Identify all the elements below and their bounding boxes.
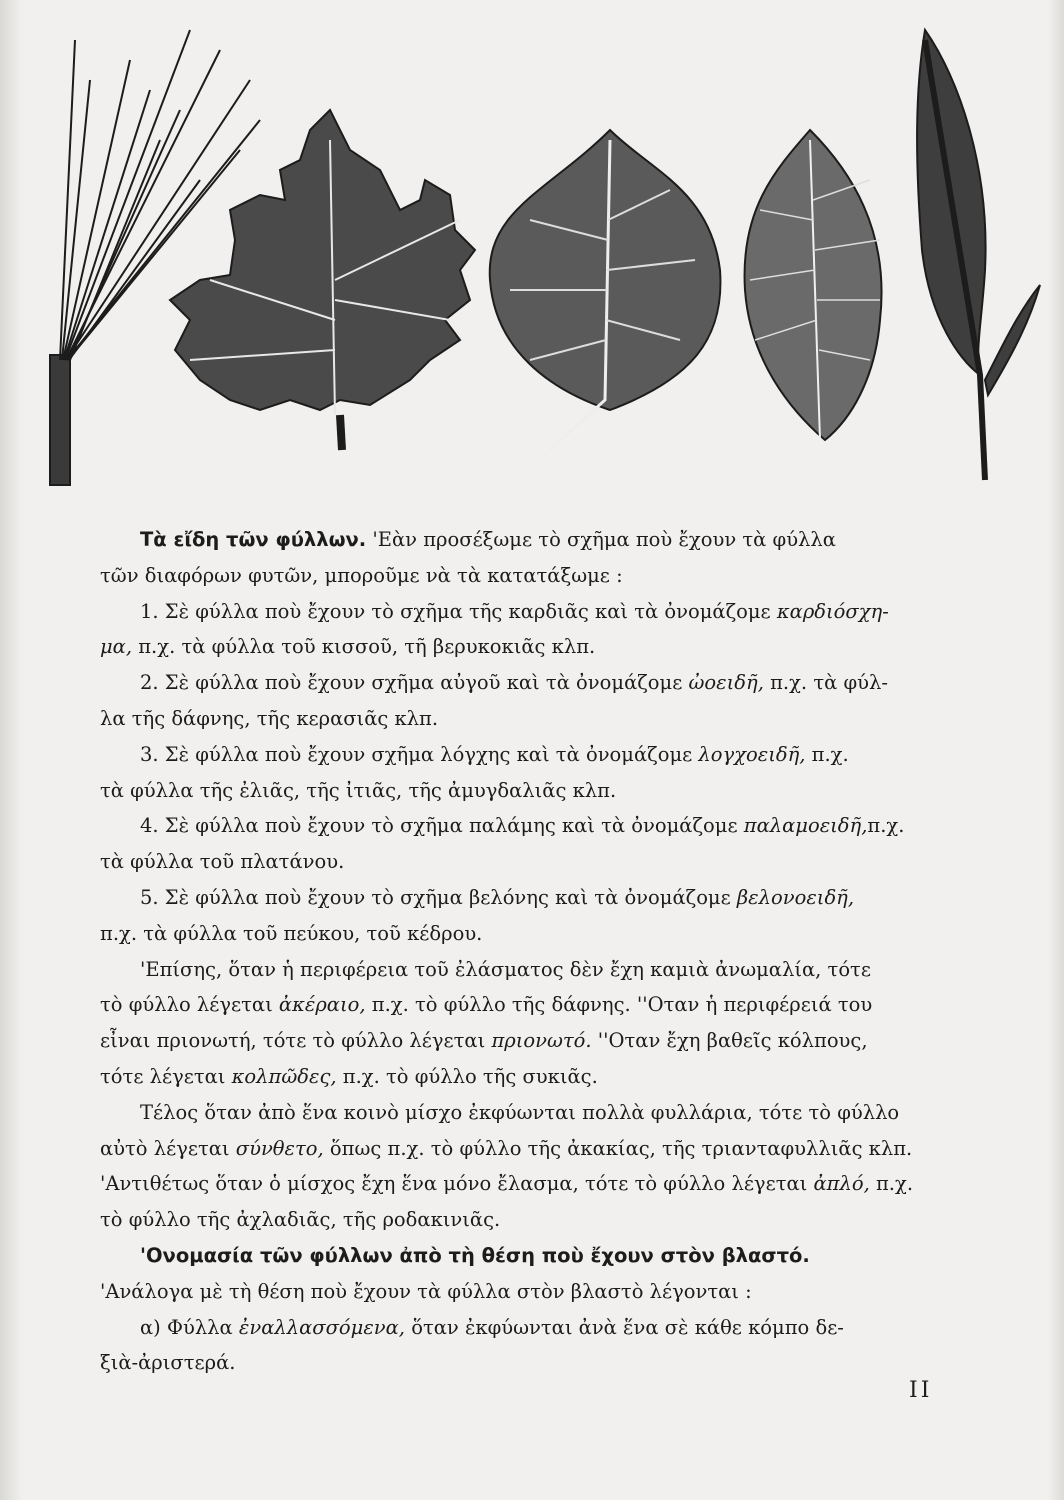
edge-para-line-3 <box>100 1023 942 1059</box>
item-4-term: παλαμοειδῆ, <box>743 814 868 838</box>
edge-text-c: εἶναι πριονωτή, τότε τὸ φύλλο λέγεται <box>100 1029 492 1053</box>
item-4-example: π.χ. <box>867 814 905 838</box>
compound-para-line-1: Τέλος ὅταν ἀπὸ ἕνα κοινὸ μίσχο ἐκφύωνται πολλὰ φυλλάρια, τότε τὸ φύλλο <box>140 1100 900 1124</box>
item-2-example: π.χ. τὰ φύλ- <box>763 671 888 695</box>
position-item-a-line-1 <box>100 1310 942 1346</box>
page-edge-shadow-right <box>1048 0 1064 1500</box>
item-5-line-2: π.χ. τὰ φύλλα τοῦ πεύκου, τοῦ κέδρου. <box>100 921 483 945</box>
term-simple: ἀπλό, <box>813 1172 870 1196</box>
leaf-illustrations <box>30 20 1050 500</box>
heart-leaf-illustration <box>490 130 721 450</box>
position-item-a-line-2: ξιὰ-ἀριστερά. <box>100 1351 236 1375</box>
edge-text-f: π.χ. τὸ φύλλο τῆς συκιᾶς. <box>336 1064 598 1088</box>
lanceolate-leaf-illustration <box>917 30 1040 480</box>
item-1-term: καρδιόσχη- <box>776 599 889 623</box>
compound-text-a: αὐτὸ λέγεται <box>100 1136 236 1160</box>
item-3-line-2: τὰ φύλλα τῆς ἐλιᾶς, τῆς ἰτιᾶς, τῆς ἀμυγδαλιᾶς κλπ. <box>100 778 617 802</box>
item-1-line-2 <box>100 629 942 665</box>
compound-text-c: 'Αντιθέτως ὅταν ὁ μίσχος ἔχη ἕνα μόνο ἔλασμα, τότε τὸ φύλλο λέγεται <box>100 1172 814 1196</box>
main-text <box>100 522 942 1381</box>
term-alternate: ἐναλλασσόμενα, <box>238 1315 405 1339</box>
item-4-line-2: τὰ φύλλα τοῦ πλατάνου. <box>100 850 345 874</box>
edge-text-b: π.χ. τὸ φύλλο τῆς δάφνης. ''Οταν ἡ περιφέρειά του <box>365 993 873 1017</box>
item-2-line-2: λα τῆς δάφνης, τῆς κερασιᾶς κλπ. <box>100 706 439 730</box>
item-2-term: ὠοειδῆ, <box>688 671 764 695</box>
compound-para-line-4: τὸ φύλλο τῆς ἀχλαδιᾶς, τῆς ροδακινιᾶς. <box>100 1208 501 1232</box>
item-4-text: 4. Σὲ φύλλα ποὺ ἔχουν τὸ σχῆμα παλάμης καὶ τὰ ὀνομάζομε <box>140 814 744 838</box>
item-1-line-1 <box>100 594 942 630</box>
section-heading-leaf-types: Τὰ εἴδη τῶν φύλλων. <box>140 528 367 551</box>
page-number: II <box>909 1378 933 1403</box>
position-para-line-1: 'Ανάλογα μὲ τὴ θέση ποὺ ἔχουν τὰ φύλλα στὸν βλαστὸ λέγονται : <box>100 1279 752 1303</box>
edge-para-line-2 <box>100 987 942 1023</box>
item-3-line-1 <box>100 737 942 773</box>
term-entire: ἀκέραιο, <box>278 993 366 1017</box>
item-1-term-end: μα, <box>100 635 133 659</box>
item-3-example: π.χ. <box>805 742 849 766</box>
term-lobed: κολπῶδες, <box>231 1064 337 1088</box>
edge-para-line-4 <box>100 1059 942 1095</box>
edge-para-line-1: 'Επίσης, ὅταν ἡ περιφέρεια τοῦ ἐλάσματος δὲν ἔχη καμιὰ ἀνωμαλία, τότε <box>140 957 871 981</box>
item-2-line-1 <box>100 665 942 701</box>
term-serrate: πριονωτό. <box>491 1029 592 1053</box>
pine-needles-illustration <box>50 30 260 485</box>
intro-text: 'Εὰν προσέξωμε τὸ σχῆμα ποὺ ἔχουν τὰ φύλλα <box>372 528 836 551</box>
page-edge-shadow-left <box>0 0 22 1500</box>
item-1-text: 1. Σὲ φύλλα ποὺ ἔχουν τὸ σχῆμα τῆς καρδιᾶς καὶ τὰ ὀνομάζομε <box>140 599 771 623</box>
section-heading-leaf-position: 'Ονομασία τῶν φύλλων ἀπὸ τὴ θέση ποὺ ἔχουν στὸν βλαστό. <box>140 1243 810 1267</box>
item-5-text: 5. Σὲ φύλλα ποὺ ἔχουν τὸ σχῆμα βελόνης καὶ τὰ ὀνομάζομε <box>140 885 737 909</box>
intro-line-2: τῶν διαφόρων φυτῶν, μποροῦμε νὰ τὰ κατατάξωμε : <box>100 563 623 587</box>
edge-text-e: τότε λέγεται <box>100 1064 232 1088</box>
item-5-term: βελονοειδῆ, <box>736 885 855 909</box>
heading-line <box>100 522 942 558</box>
compound-text-d: π.χ. <box>869 1172 914 1196</box>
item-1-example: π.χ. τὰ φύλλα τοῦ κισσοῦ, τῆ βερυκοκιᾶς κλπ. <box>132 635 596 659</box>
edge-text-a: τὸ φύλλο λέγεται <box>100 993 279 1017</box>
edge-text-d: ''Οταν ἔχη βαθεῖς κόλπους, <box>591 1029 868 1053</box>
item-3-term: λογχοειδῆ, <box>698 742 806 766</box>
compound-para-line-2 <box>100 1131 942 1167</box>
compound-para-line-3 <box>100 1166 942 1202</box>
item-4-line-1 <box>100 808 942 844</box>
item-2-text: 2. Σὲ φύλλα ποὺ ἔχουν σχῆμα αὐγοῦ καὶ τὰ ὀνομάζομε <box>140 671 689 695</box>
term-compound: σύνθετο, <box>235 1136 324 1160</box>
item-a-text: ὅταν ἐκφύωνται ἀνὰ ἕνα σὲ κάθε κόμπο δε- <box>405 1315 844 1339</box>
compound-text-b: ὅπως π.χ. τὸ φύλλο τῆς ἀκακίας, τῆς τριανταφυλλιᾶς κλπ. <box>323 1136 913 1160</box>
item-3-text: 3. Σὲ φύλλα ποὺ ἔχουν σχῆμα λόγχης καὶ τὰ ὀνομάζομε <box>140 742 699 766</box>
item-a-label: α) Φύλλα <box>140 1315 239 1339</box>
item-5-line-1 <box>100 880 942 916</box>
palmate-leaf-illustration <box>170 110 475 450</box>
ovate-leaf-illustration <box>745 130 882 460</box>
